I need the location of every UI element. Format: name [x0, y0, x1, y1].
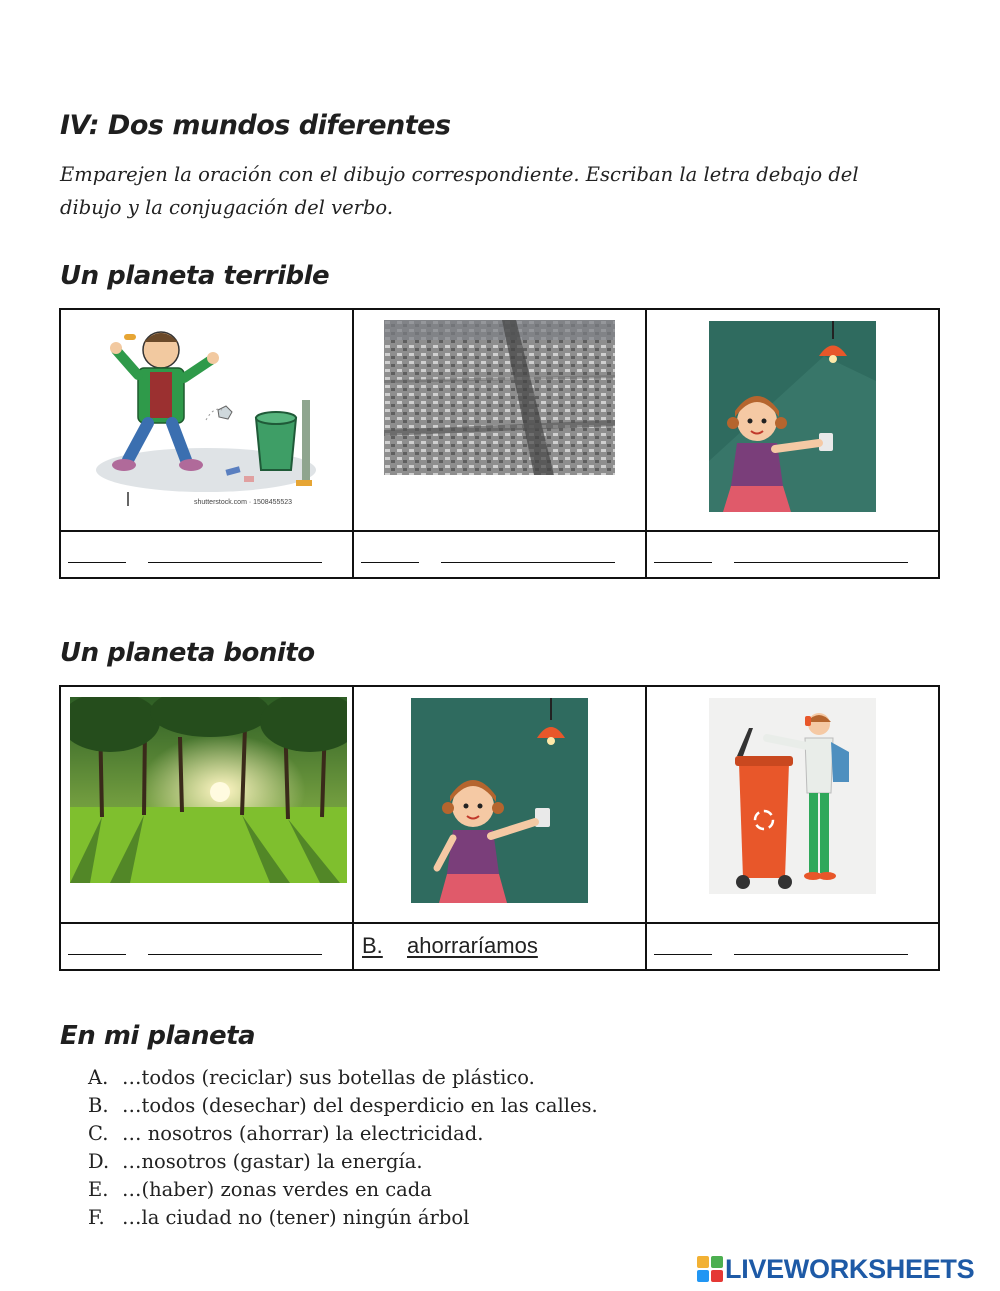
answer-cell-3[interactable] — [646, 531, 939, 578]
list-item: D. …nosotros (gastar) la energía. — [88, 1150, 423, 1173]
girl-light-switch-image-2 — [411, 698, 588, 903]
city-aerial-image — [384, 320, 615, 475]
instructions: Emparejen la oración con el dibujo correspondiente. Escriban la letra debajo del dibujo y la conjugación del verbo. — [60, 163, 859, 219]
section-heading-terrible: Un planeta terrible — [60, 261, 330, 291]
section-heading-mi-planeta: En mi planeta — [60, 1021, 256, 1051]
answer-cell-2[interactable] — [353, 531, 646, 578]
answer-cell-6[interactable] — [646, 923, 939, 970]
cell-park — [60, 686, 353, 923]
recycling-person-image — [709, 698, 876, 894]
girl-light-switch-image — [709, 321, 876, 512]
cell-light-girl-2 — [353, 686, 646, 923]
section-heading-bonito: Un planeta bonito — [60, 638, 315, 668]
liveworksheets-logo — [697, 1254, 974, 1284]
cell-city-aerial — [353, 309, 646, 531]
cell-light-girl — [646, 309, 939, 531]
answer-letter[interactable]: B. — [362, 933, 383, 958]
page-title: IV: Dos mundos diferentes — [60, 110, 451, 141]
man-littering-image — [86, 320, 326, 515]
grid-bonito — [59, 685, 940, 971]
answer-verb[interactable]: ahorraríamos — [407, 933, 538, 958]
liveworksheets-brand: LIVEWORKSHEETS — [725, 1253, 975, 1284]
park-trees-image — [70, 697, 347, 883]
list-item: F. …la ciudad no (tener) ningún árbol — [88, 1206, 470, 1229]
cell-recycle — [646, 686, 939, 923]
cell-litter-man — [60, 309, 353, 531]
answer-cell-5[interactable] — [353, 923, 646, 970]
liveworksheets-logo-icon — [697, 1256, 723, 1282]
grid-terrible — [59, 308, 940, 579]
list-item: E. …(haber) zonas verdes en cada — [88, 1178, 432, 1201]
options-list — [88, 1064, 598, 1232]
answer-cell-1[interactable] — [60, 531, 353, 578]
list-item: C. … nosotros (ahorrar) la electricidad. — [88, 1122, 484, 1145]
list-item: B. …todos (desechar) del desperdicio en las calles. — [88, 1094, 598, 1117]
list-item: A. …todos (reciclar) sus botellas de plástico. — [88, 1066, 535, 1089]
answer-cell-4[interactable] — [60, 923, 353, 970]
shutterstock-watermark: shutterstock.com · 1508455523 — [194, 499, 293, 506]
